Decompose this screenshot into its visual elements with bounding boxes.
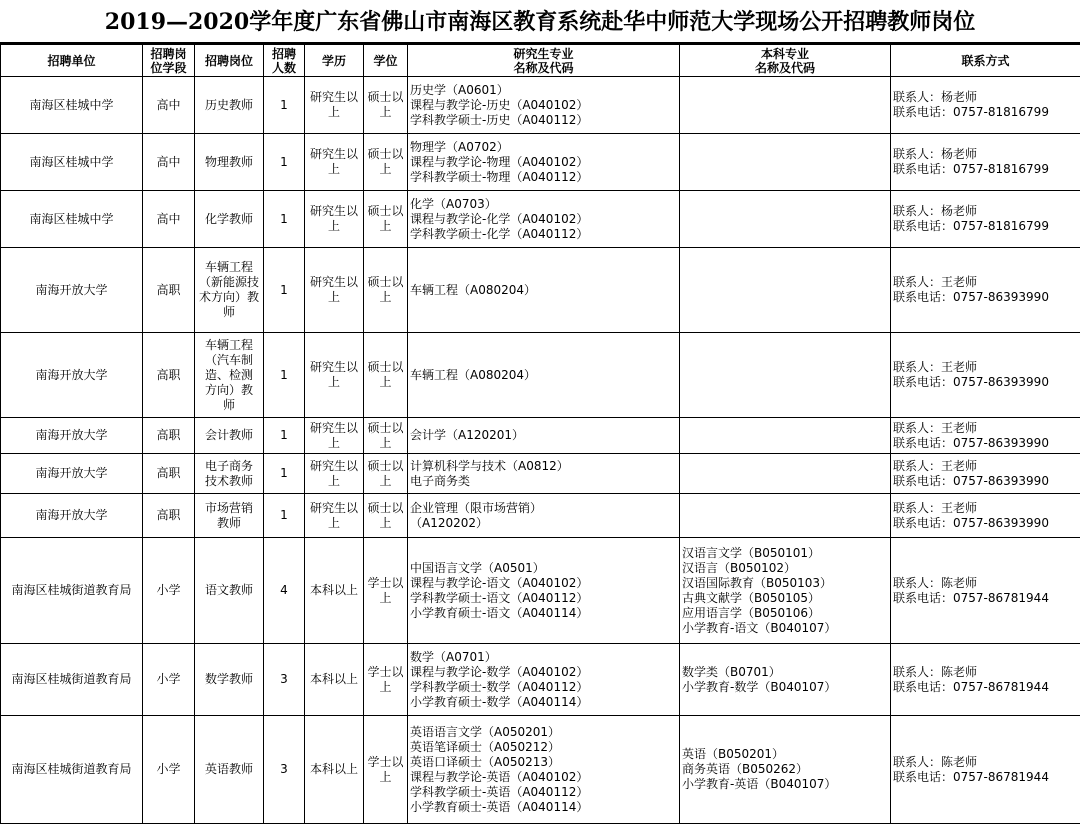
cell-count: 1 xyxy=(264,248,305,333)
table-row xyxy=(1,333,1080,418)
cell-unit: 南海区桂城街道教育局 xyxy=(1,538,143,644)
cell-contact: 联系人：陈老师 联系电话：0757-86781944 xyxy=(891,716,1080,824)
cell-ug-major xyxy=(680,494,891,538)
cell-education: 研究生以 上 xyxy=(305,134,364,191)
cell-ug-major xyxy=(680,454,891,494)
cell-degree: 硕士以 上 xyxy=(364,418,408,454)
cell-unit: 南海开放大学 xyxy=(1,454,143,494)
cell-education: 本科以上 xyxy=(305,644,364,716)
cell-grad-major: 中国语言文学（A0501） 课程与教学论-语文（A040102） 学科教学硕士-语文（A040112） 小学教育硕士-语文（A040114） xyxy=(408,538,680,644)
cell-education: 本科以上 xyxy=(305,538,364,644)
cell-degree: 学士以 上 xyxy=(364,716,408,824)
cell-degree: 硕士以 上 xyxy=(364,191,408,248)
cell-education: 研究生以 上 xyxy=(305,191,364,248)
cell-position: 语文教师 xyxy=(195,538,264,644)
header-contact: 联系方式 xyxy=(891,45,1080,77)
cell-stage: 小学 xyxy=(143,716,195,824)
header-position: 招聘岗位 xyxy=(195,45,264,77)
cell-degree: 硕士以 上 xyxy=(364,494,408,538)
table-row xyxy=(1,134,1080,191)
cell-contact: 联系人：杨老师 联系电话：0757-81816799 xyxy=(891,191,1080,248)
cell-grad-major: 英语语言文学（A050201） 英语笔译硕士（A050212） 英语口译硕士（A050213） 课程与教学论-英语（A040102） 学科教学硕士-英语（A040112） 小学教育硕士-英语（A040114） xyxy=(408,716,680,824)
cell-position: 数学教师 xyxy=(195,644,264,716)
cell-stage: 高职 xyxy=(143,248,195,333)
cell-degree: 学士以 上 xyxy=(364,644,408,716)
table-row xyxy=(1,494,1080,538)
cell-grad-major: 车辆工程（A080204） xyxy=(408,248,680,333)
cell-contact: 联系人：王老师 联系电话：0757-86393990 xyxy=(891,418,1080,454)
cell-stage: 高中 xyxy=(143,77,195,134)
cell-position: 英语教师 xyxy=(195,716,264,824)
header-degree: 学位 xyxy=(364,45,408,77)
cell-ug-major: 数学类（B0701） 小学教育-数学（B040107） xyxy=(680,644,891,716)
cell-unit: 南海开放大学 xyxy=(1,248,143,333)
cell-education: 研究生以 上 xyxy=(305,77,364,134)
table-row xyxy=(1,716,1080,824)
cell-education: 研究生以 上 xyxy=(305,418,364,454)
cell-unit: 南海区桂城街道教育局 xyxy=(1,716,143,824)
cell-stage: 高中 xyxy=(143,134,195,191)
cell-grad-major: 计算机科学与技术（A0812） 电子商务类 xyxy=(408,454,680,494)
cell-count: 1 xyxy=(264,77,305,134)
cell-count: 3 xyxy=(264,644,305,716)
cell-position: 市场营销 教师 xyxy=(195,494,264,538)
cell-position: 历史教师 xyxy=(195,77,264,134)
table-row xyxy=(1,418,1080,454)
cell-position: 化学教师 xyxy=(195,191,264,248)
cell-position: 电子商务 技术教师 xyxy=(195,454,264,494)
cell-position: 物理教师 xyxy=(195,134,264,191)
cell-ug-major xyxy=(680,191,891,248)
cell-contact: 联系人：陈老师 联系电话：0757-86781944 xyxy=(891,538,1080,644)
cell-degree: 硕士以 上 xyxy=(364,333,408,418)
header-ug-major: 本科专业 名称及代码 xyxy=(680,45,891,77)
table-row xyxy=(1,77,1080,134)
cell-grad-major: 会计学（A120201） xyxy=(408,418,680,454)
recruitment-table xyxy=(0,44,1080,824)
header-education: 学历 xyxy=(305,45,364,77)
cell-contact: 联系人：杨老师 联系电话：0757-81816799 xyxy=(891,134,1080,191)
cell-unit: 南海开放大学 xyxy=(1,333,143,418)
header-grad-major: 研究生专业 名称及代码 xyxy=(408,45,680,77)
cell-grad-major: 化学（A0703） 课程与教学论-化学（A040102） 学科教学硕士-化学（A040112） xyxy=(408,191,680,248)
cell-ug-major xyxy=(680,134,891,191)
cell-contact: 联系人：王老师 联系电话：0757-86393990 xyxy=(891,494,1080,538)
cell-ug-major xyxy=(680,77,891,134)
page-title: 2019—2020学年度广东省佛山市南海区教育系统赴华中师范大学现场公开招聘教师岗位 xyxy=(0,0,1080,44)
cell-education: 研究生以 上 xyxy=(305,494,364,538)
cell-ug-major xyxy=(680,333,891,418)
table-row xyxy=(1,454,1080,494)
cell-count: 1 xyxy=(264,191,305,248)
cell-unit: 南海开放大学 xyxy=(1,494,143,538)
cell-grad-major: 车辆工程（A080204） xyxy=(408,333,680,418)
cell-unit: 南海区桂城中学 xyxy=(1,134,143,191)
cell-stage: 高职 xyxy=(143,494,195,538)
header-unit: 招聘单位 xyxy=(1,45,143,77)
header-stage: 招聘岗 位学段 xyxy=(143,45,195,77)
cell-grad-major: 历史学（A0601） 课程与教学论-历史（A040102） 学科教学硕士-历史（A040112） xyxy=(408,77,680,134)
cell-count: 3 xyxy=(264,716,305,824)
cell-degree: 硕士以 上 xyxy=(364,454,408,494)
cell-count: 1 xyxy=(264,418,305,454)
cell-education: 研究生以 上 xyxy=(305,248,364,333)
cell-education: 研究生以 上 xyxy=(305,333,364,418)
cell-position: 车辆工程 （新能源技 术方向）教 师 xyxy=(195,248,264,333)
cell-count: 1 xyxy=(264,134,305,191)
cell-stage: 高职 xyxy=(143,333,195,418)
cell-stage: 小学 xyxy=(143,644,195,716)
cell-stage: 高中 xyxy=(143,191,195,248)
cell-ug-major xyxy=(680,418,891,454)
cell-unit: 南海区桂城街道教育局 xyxy=(1,644,143,716)
cell-contact: 联系人：杨老师 联系电话：0757-81816799 xyxy=(891,77,1080,134)
cell-degree: 硕士以 上 xyxy=(364,248,408,333)
cell-ug-major xyxy=(680,248,891,333)
cell-degree: 学士以 上 xyxy=(364,538,408,644)
cell-education: 本科以上 xyxy=(305,716,364,824)
cell-education: 研究生以 上 xyxy=(305,454,364,494)
cell-contact: 联系人：王老师 联系电话：0757-86393990 xyxy=(891,248,1080,333)
table-row xyxy=(1,644,1080,716)
header-row xyxy=(1,45,1080,77)
cell-position: 会计教师 xyxy=(195,418,264,454)
cell-unit: 南海开放大学 xyxy=(1,418,143,454)
cell-contact: 联系人：王老师 联系电话：0757-86393990 xyxy=(891,333,1080,418)
cell-grad-major: 物理学（A0702） 课程与教学论-物理（A040102） 学科教学硕士-物理（A040112） xyxy=(408,134,680,191)
cell-position: 车辆工程 （汽车制 造、检测 方向）教 师 xyxy=(195,333,264,418)
cell-unit: 南海区桂城中学 xyxy=(1,77,143,134)
cell-count: 1 xyxy=(264,333,305,418)
cell-count: 4 xyxy=(264,538,305,644)
cell-unit: 南海区桂城中学 xyxy=(1,191,143,248)
cell-stage: 高职 xyxy=(143,418,195,454)
cell-stage: 小学 xyxy=(143,538,195,644)
cell-ug-major: 汉语言文学（B050101） 汉语言（B050102） 汉语国际教育（B050103） 古典文献学（B050105） 应用语言学（B050106） 小学教育-语文（B040107） xyxy=(680,538,891,644)
table-row xyxy=(1,248,1080,333)
cell-stage: 高职 xyxy=(143,454,195,494)
cell-grad-major: 数学（A0701） 课程与教学论-数学（A040102） 学科教学硕士-数学（A040112） 小学教育硕士-数学（A040114） xyxy=(408,644,680,716)
cell-contact: 联系人：陈老师 联系电话：0757-86781944 xyxy=(891,644,1080,716)
header-count: 招聘 人数 xyxy=(264,45,305,77)
cell-grad-major: 企业管理（限市场营销） （A120202） xyxy=(408,494,680,538)
cell-count: 1 xyxy=(264,454,305,494)
cell-degree: 硕士以 上 xyxy=(364,77,408,134)
table-row xyxy=(1,538,1080,644)
cell-ug-major: 英语（B050201） 商务英语（B050262） 小学教育-英语（B040107） xyxy=(680,716,891,824)
cell-count: 1 xyxy=(264,494,305,538)
table-row xyxy=(1,191,1080,248)
cell-degree: 硕士以 上 xyxy=(364,134,408,191)
cell-contact: 联系人：王老师 联系电话：0757-86393990 xyxy=(891,454,1080,494)
